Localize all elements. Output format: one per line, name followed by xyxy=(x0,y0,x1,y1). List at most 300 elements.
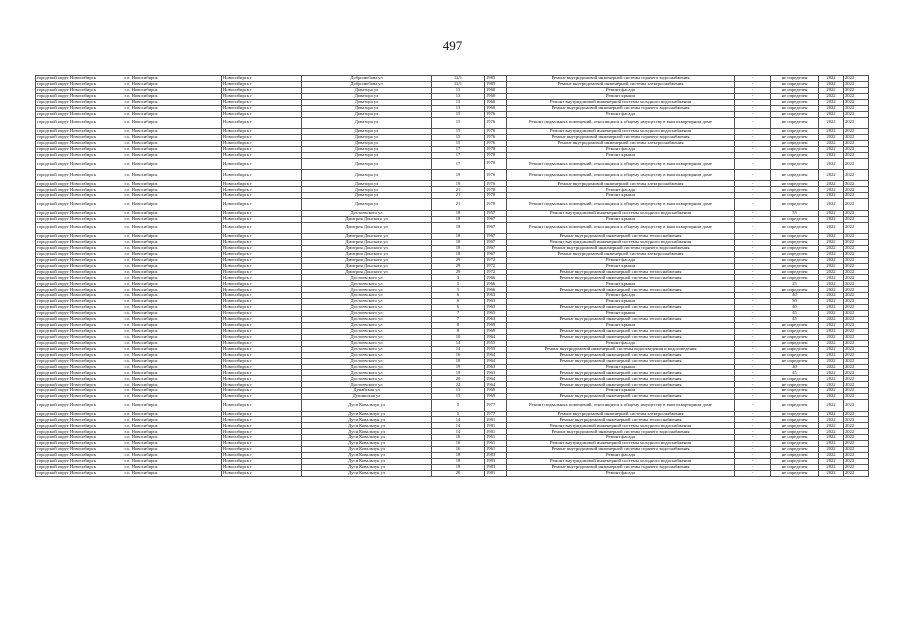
dash-cell: - xyxy=(735,429,771,435)
cost-cell: не определен xyxy=(771,417,819,423)
end-year-cell: 2022 xyxy=(844,459,869,465)
district-cell: г.о. Новосибирск xyxy=(124,216,222,222)
street-cell: Доватора ул xyxy=(302,117,432,128)
district-cell: г.о. Новосибирск xyxy=(124,364,222,370)
start-year-cell: 2022 xyxy=(819,464,844,470)
street-cell: Достоевского ул xyxy=(302,364,432,370)
city-cell: Новосибирск г xyxy=(222,87,302,93)
city-cell: Новосибирск г xyxy=(222,417,302,423)
street-cell: Достоевского ул xyxy=(302,382,432,388)
start-year-cell: 2022 xyxy=(819,370,844,376)
district-cell: г.о. Новосибирск xyxy=(124,334,222,340)
city-cell: Новосибирск г xyxy=(222,423,302,429)
start-year-cell: 2022 xyxy=(819,269,844,275)
district-cell: г.о. Новосибирск xyxy=(124,105,222,111)
municipality-cell: городской округ Новосибирск xyxy=(36,459,124,465)
start-year-cell: 2022 xyxy=(819,305,844,311)
build-year-cell: 1963 xyxy=(485,311,507,317)
end-year-cell: 2022 xyxy=(844,423,869,429)
district-cell: г.о. Новосибирск xyxy=(124,305,222,311)
house-number-cell: 20 xyxy=(432,376,485,382)
end-year-cell: 2022 xyxy=(844,233,869,239)
municipality-cell: городской округ Новосибирск xyxy=(36,340,124,346)
end-year-cell: 2022 xyxy=(844,299,869,305)
build-year-cell: 1976 xyxy=(485,181,507,187)
district-cell: г.о. Новосибирск xyxy=(124,370,222,376)
work-type-cell: Ремонт фасада xyxy=(507,470,735,476)
city-cell: Новосибирск г xyxy=(222,181,302,187)
start-year-cell: 2022 xyxy=(819,435,844,441)
cost-cell: не определен xyxy=(771,87,819,93)
district-cell: г.о. Новосибирск xyxy=(124,93,222,99)
start-year-cell: 2022 xyxy=(819,111,844,117)
street-cell: Доватора ул xyxy=(302,187,432,193)
cost-cell: не определен xyxy=(771,81,819,87)
municipality-cell: городской округ Новосибирск xyxy=(36,187,124,193)
build-year-cell: 1966 xyxy=(485,275,507,281)
cost-cell: не определен xyxy=(771,287,819,293)
street-cell: Дунайская ул xyxy=(302,388,432,394)
start-year-cell: 2022 xyxy=(819,293,844,299)
work-type-cell: Ремонт внутридомовой инженерной системы холодного водоснабжения xyxy=(507,128,735,134)
district-cell: г.о. Новосибирск xyxy=(124,429,222,435)
build-year-cell: 1969 xyxy=(485,394,507,400)
municipality-cell: городской округ Новосибирск xyxy=(36,158,124,169)
house-number-cell: 14 xyxy=(432,429,485,435)
start-year-cell: 2022 xyxy=(819,181,844,187)
city-cell: Новосибирск г xyxy=(222,305,302,311)
district-cell: г.о. Новосибирск xyxy=(124,199,222,210)
end-year-cell: 2022 xyxy=(844,105,869,111)
municipality-cell: городской округ Новосибирск xyxy=(36,328,124,334)
start-year-cell: 2022 xyxy=(819,382,844,388)
house-number-cell: 6 xyxy=(432,305,485,311)
work-type-cell: Ремонт фасада xyxy=(507,453,735,459)
end-year-cell: 2022 xyxy=(844,146,869,152)
house-number-cell: 13 xyxy=(432,105,485,111)
build-year-cell: 1977 xyxy=(485,400,507,411)
end-year-cell: 2022 xyxy=(844,388,869,394)
city-cell: Новосибирск г xyxy=(222,470,302,476)
start-year-cell: 2022 xyxy=(819,299,844,305)
build-year-cell: 1978 xyxy=(485,152,507,158)
municipality-cell: городской округ Новосибирск xyxy=(36,281,124,287)
build-year-cell: 1981 xyxy=(485,429,507,435)
build-year-cell: 1964 xyxy=(485,334,507,340)
work-type-cell: Ремонт внутридомовой инженерной системы горячего водоснабжения xyxy=(507,76,735,82)
cost-cell: не определен xyxy=(771,199,819,210)
work-type-cell: Ремонт крыши xyxy=(507,152,735,158)
cost-cell: не определен xyxy=(771,76,819,82)
street-cell: Достоевского ул xyxy=(302,370,432,376)
dash-cell: - xyxy=(735,245,771,251)
street-cell: Достоевского ул xyxy=(302,210,432,216)
street-cell: Дуси Ковальчук ул xyxy=(302,470,432,476)
build-year-cell: 1960 xyxy=(485,87,507,93)
build-year-cell: 1964 xyxy=(485,358,507,364)
dash-cell: - xyxy=(735,239,771,245)
cost-cell: не определен xyxy=(771,257,819,263)
district-cell: г.о. Новосибирск xyxy=(124,394,222,400)
street-cell: Доватора ул xyxy=(302,134,432,140)
district-cell: г.о. Новосибирск xyxy=(124,76,222,82)
start-year-cell: 2022 xyxy=(819,105,844,111)
cost-cell: не определен xyxy=(771,251,819,257)
house-number-cell: 16 xyxy=(432,352,485,358)
cost-cell: не определен xyxy=(771,99,819,105)
municipality-cell: городской округ Новосибирск xyxy=(36,382,124,388)
end-year-cell: 2022 xyxy=(844,447,869,453)
city-cell: Новосибирск г xyxy=(222,459,302,465)
build-year-cell: 1985 xyxy=(485,81,507,87)
municipality-cell: городской округ Новосибирск xyxy=(36,222,124,233)
cost-cell: не определен xyxy=(771,441,819,447)
house-number-cell: 19 xyxy=(432,370,485,376)
municipality-cell: городской округ Новосибирск xyxy=(36,128,124,134)
house-number-cell: 21 xyxy=(432,199,485,210)
district-cell: г.о. Новосибирск xyxy=(124,453,222,459)
build-year-cell: 1983 xyxy=(485,464,507,470)
municipality-cell: городской округ Новосибирск xyxy=(36,93,124,99)
district-cell: г.о. Новосибирск xyxy=(124,210,222,216)
city-cell: Новосибирск г xyxy=(222,245,302,251)
work-type-cell: Ремонт внутридомовой инженерной системы теплоснабжения xyxy=(507,287,735,293)
city-cell: Новосибирск г xyxy=(222,81,302,87)
house-number-cell: 13 xyxy=(432,93,485,99)
cost-cell: не определен xyxy=(771,382,819,388)
table-row xyxy=(36,199,869,210)
municipality-cell: городской округ Новосибирск xyxy=(36,370,124,376)
cost-cell: не определен xyxy=(771,470,819,476)
house-number-cell: 19 xyxy=(432,181,485,187)
work-type-cell: Ремонт крыши xyxy=(507,281,735,287)
street-cell: Достоевского ул xyxy=(302,311,432,317)
dash-cell: - xyxy=(735,199,771,210)
house-number-cell: 18 xyxy=(432,245,485,251)
district-cell: г.о. Новосибирск xyxy=(124,293,222,299)
build-year-cell: 1963 xyxy=(485,305,507,311)
dash-cell: - xyxy=(735,81,771,87)
city-cell: Новосибирск г xyxy=(222,199,302,210)
district-cell: г.о. Новосибирск xyxy=(124,311,222,317)
house-number-cell: 17 xyxy=(432,158,485,169)
build-year-cell: 1963 xyxy=(485,293,507,299)
work-type-cell: Ремонт крыши xyxy=(507,299,735,305)
cost-cell: не определен xyxy=(771,400,819,411)
district-cell: г.о. Новосибирск xyxy=(124,257,222,263)
start-year-cell: 2022 xyxy=(819,128,844,134)
house-number-cell: 18 xyxy=(432,216,485,222)
municipality-cell: городской округ Новосибирск xyxy=(36,411,124,417)
street-cell: Доватора ул xyxy=(302,111,432,117)
dash-cell: - xyxy=(735,134,771,140)
city-cell: Новосибирск г xyxy=(222,93,302,99)
cost-cell: не определен xyxy=(771,134,819,140)
end-year-cell: 2022 xyxy=(844,216,869,222)
build-year-cell: 1964 xyxy=(485,382,507,388)
house-number-cell: 16 xyxy=(432,435,485,441)
build-year-cell: 1964 xyxy=(485,376,507,382)
district-cell: г.о. Новосибирск xyxy=(124,382,222,388)
house-number-cell: 29 xyxy=(432,269,485,275)
cost-cell: не определен xyxy=(771,233,819,239)
cost-cell: 40 xyxy=(771,305,819,311)
city-cell: Новосибирск г xyxy=(222,441,302,447)
build-year-cell: 1983 xyxy=(485,459,507,465)
work-type-cell: Ремонт внутридомовой инженерной системы горячего водоснабжения xyxy=(507,429,735,435)
house-number-cell: 18 xyxy=(432,464,485,470)
district-cell: г.о. Новосибирск xyxy=(124,447,222,453)
city-cell: Новосибирск г xyxy=(222,464,302,470)
start-year-cell: 2022 xyxy=(819,170,844,181)
city-cell: Новосибирск г xyxy=(222,187,302,193)
work-type-cell: Ремонт внутридомовой инженерной системы горячего водоснабжения xyxy=(507,245,735,251)
house-number-cell: 18 xyxy=(432,222,485,233)
street-cell: Достоевского ул xyxy=(302,322,432,328)
municipality-cell: городской округ Новосибирск xyxy=(36,146,124,152)
house-number-cell: 15 xyxy=(432,140,485,146)
street-cell: Достоевского ул xyxy=(302,275,432,281)
cost-cell: не определен xyxy=(771,394,819,400)
district-cell: г.о. Новосибирск xyxy=(124,441,222,447)
end-year-cell: 2022 xyxy=(844,435,869,441)
district-cell: г.о. Новосибирск xyxy=(124,464,222,470)
build-year-cell: 1985 xyxy=(485,76,507,82)
build-year-cell: 1967 xyxy=(485,239,507,245)
end-year-cell: 2023 xyxy=(844,417,869,423)
municipality-cell: городской округ Новосибирск xyxy=(36,346,124,352)
build-year-cell: 1976 xyxy=(485,134,507,140)
work-type-cell: Ремонт крыши xyxy=(507,311,735,317)
house-number-cell: 14 xyxy=(432,340,485,346)
end-year-cell: 2022 xyxy=(844,287,869,293)
start-year-cell: 2022 xyxy=(819,417,844,423)
work-type-cell: Ремонт подвальных помещений, относящихся к общему имуществу в многоквартирном доме xyxy=(507,170,735,181)
street-cell: Достоевского ул xyxy=(302,328,432,334)
municipality-cell: городской округ Новосибирск xyxy=(36,269,124,275)
build-year-cell: 1976 xyxy=(485,140,507,146)
house-number-cell: 13 xyxy=(432,99,485,105)
house-number-cell: 14 xyxy=(432,417,485,423)
cost-cell: не определен xyxy=(771,352,819,358)
repair-schedule-table xyxy=(35,75,869,477)
municipality-cell: городской округ Новосибирск xyxy=(36,76,124,82)
city-cell: Новосибирск г xyxy=(222,322,302,328)
build-year-cell: 1969 xyxy=(485,322,507,328)
dash-cell: - xyxy=(735,216,771,222)
house-number-cell: 18 xyxy=(432,233,485,239)
street-cell: Достоевского ул xyxy=(302,317,432,323)
house-number-cell: 3 xyxy=(432,275,485,281)
work-type-cell: Ремонт подвальных помещений, относящихся к общему имуществу в многоквартирном доме xyxy=(507,400,735,411)
district-cell: г.о. Новосибирск xyxy=(124,281,222,287)
street-cell: Достоевского ул xyxy=(302,340,432,346)
dash-cell: - xyxy=(735,464,771,470)
end-year-cell: 2022 xyxy=(844,293,869,299)
end-year-cell: 2022 xyxy=(844,152,869,158)
dash-cell: - xyxy=(735,376,771,382)
city-cell: Новосибирск г xyxy=(222,453,302,459)
district-cell: г.о. Новосибирск xyxy=(124,117,222,128)
start-year-cell: 2022 xyxy=(819,429,844,435)
start-year-cell: 2022 xyxy=(819,459,844,465)
end-year-cell: 2022 xyxy=(844,181,869,187)
dash-cell: - xyxy=(735,76,771,82)
street-cell: Дуси Ковальчук ул xyxy=(302,423,432,429)
district-cell: г.о. Новосибирск xyxy=(124,459,222,465)
city-cell: Новосибирск г xyxy=(222,117,302,128)
street-cell: Доватора ул xyxy=(302,152,432,158)
city-cell: Новосибирск г xyxy=(222,134,302,140)
district-cell: г.о. Новосибирск xyxy=(124,417,222,423)
end-year-cell: 2022 xyxy=(844,370,869,376)
work-type-cell: Ремонт внутридомовой инженерной системы холодного водоснабжения xyxy=(507,441,735,447)
municipality-cell: городской округ Новосибирск xyxy=(36,299,124,305)
dash-cell: - xyxy=(735,411,771,417)
start-year-cell: 2022 xyxy=(819,76,844,82)
start-year-cell: 2022 xyxy=(819,411,844,417)
build-year-cell: 1967 xyxy=(485,233,507,239)
house-number-cell: 20 xyxy=(432,470,485,476)
work-type-cell: Ремонт крыши xyxy=(507,216,735,222)
end-year-cell: 2022 xyxy=(844,263,869,269)
end-year-cell: 2022 xyxy=(844,441,869,447)
district-cell: г.о. Новосибирск xyxy=(124,152,222,158)
district-cell: г.о. Новосибирск xyxy=(124,400,222,411)
work-type-cell: Ремонт внутридомовой инженерной системы теплоснабжения xyxy=(507,358,735,364)
end-year-cell: 2022 xyxy=(844,352,869,358)
work-type-cell: Ремонт фасада xyxy=(507,187,735,193)
city-cell: Новосибирск г xyxy=(222,128,302,134)
house-number-cell: 16 xyxy=(432,447,485,453)
work-type-cell: Ремонт внутридомовой инженерной системы горячего водоснабжения xyxy=(507,447,735,453)
start-year-cell: 2022 xyxy=(819,364,844,370)
district-cell: г.о. Новосибирск xyxy=(124,158,222,169)
street-cell: Доватора ул xyxy=(302,128,432,134)
district-cell: г.о. Новосибирск xyxy=(124,245,222,251)
table-row xyxy=(36,400,869,411)
start-year-cell: 2022 xyxy=(819,210,844,216)
build-year-cell: 1963 xyxy=(485,364,507,370)
end-year-cell: 2022 xyxy=(844,170,869,181)
end-year-cell: 2022 xyxy=(844,382,869,388)
dash-cell: - xyxy=(735,187,771,193)
start-year-cell: 2022 xyxy=(819,263,844,269)
cost-cell: не определен xyxy=(771,187,819,193)
build-year-cell: 1976 xyxy=(485,117,507,128)
dash-cell: - xyxy=(735,140,771,146)
work-type-cell: Ремонт крыши xyxy=(507,364,735,370)
municipality-cell: городской округ Новосибирск xyxy=(36,394,124,400)
build-year-cell: 1964 xyxy=(485,352,507,358)
city-cell: Новосибирск г xyxy=(222,257,302,263)
district-cell: г.о. Новосибирск xyxy=(124,340,222,346)
start-year-cell: 2022 xyxy=(819,346,844,352)
city-cell: Новосибирск г xyxy=(222,281,302,287)
work-type-cell: Ремонт внутридомовой инженерной системы холодного водоснабжения xyxy=(507,210,735,216)
build-year-cell: 1961 xyxy=(485,435,507,441)
house-number-cell: 15 xyxy=(432,394,485,400)
cost-cell: не определен xyxy=(771,275,819,281)
street-cell: Достоевского ул xyxy=(302,281,432,287)
municipality-cell: городской округ Новосибирск xyxy=(36,239,124,245)
build-year-cell: 1972 xyxy=(485,257,507,263)
end-year-cell: 2022 xyxy=(844,111,869,117)
district-cell: г.о. Новосибирск xyxy=(124,317,222,323)
cost-cell: не определен xyxy=(771,105,819,111)
work-type-cell: Ремонт внутридомовой инженерной системы теплоснабжения xyxy=(507,305,735,311)
work-type-cell: Ремонт внутридомовой инженерной системы теплоснабжения xyxy=(507,376,735,382)
build-year-cell: 1960 xyxy=(485,93,507,99)
street-cell: Дмитрия Донского ул xyxy=(302,216,432,222)
dash-cell: - xyxy=(735,181,771,187)
municipality-cell: городской округ Новосибирск xyxy=(36,263,124,269)
start-year-cell: 2022 xyxy=(819,453,844,459)
cost-cell: 45 xyxy=(771,311,819,317)
cost-cell: не определен xyxy=(771,222,819,233)
build-year-cell: 1966 xyxy=(485,287,507,293)
city-cell: Новосибирск г xyxy=(222,435,302,441)
city-cell: Новосибирск г xyxy=(222,263,302,269)
build-year-cell: 1961 xyxy=(485,447,507,453)
end-year-cell: 2022 xyxy=(844,311,869,317)
dash-cell: - xyxy=(735,93,771,99)
house-number-cell: 13 xyxy=(432,388,485,394)
house-number-cell: 5 xyxy=(432,400,485,411)
municipality-cell: городской округ Новосибирск xyxy=(36,293,124,299)
end-year-cell: 2022 xyxy=(844,81,869,87)
house-number-cell: 15 xyxy=(432,134,485,140)
table-row xyxy=(36,170,869,181)
end-year-cell: 2022 xyxy=(844,358,869,364)
work-type-cell: Ремонт подвальных помещений, относящихся к общему имуществу в многоквартирном доме xyxy=(507,222,735,233)
build-year-cell: 1961 xyxy=(485,441,507,447)
cost-cell: не определен xyxy=(771,447,819,453)
work-type-cell: Ремонт фасада xyxy=(507,293,735,299)
district-cell: г.о. Новосибирск xyxy=(124,222,222,233)
work-type-cell: Ремонт внутридомовой инженерной системы электроснабжения xyxy=(507,411,735,417)
table-body xyxy=(36,76,869,477)
dash-cell: - xyxy=(735,447,771,453)
district-cell: г.о. Новосибирск xyxy=(124,287,222,293)
house-number-cell: 6 xyxy=(432,299,485,305)
cost-cell: не определен xyxy=(771,334,819,340)
street-cell: Душинская ул xyxy=(302,394,432,400)
municipality-cell: городской округ Новосибирск xyxy=(36,140,124,146)
street-cell: Доватора ул xyxy=(302,87,432,93)
district-cell: г.о. Новосибирск xyxy=(124,181,222,187)
street-cell: Доватора ул xyxy=(302,181,432,187)
district-cell: г.о. Новосибирск xyxy=(124,251,222,257)
district-cell: г.о. Новосибирск xyxy=(124,352,222,358)
cost-cell: 25 xyxy=(771,281,819,287)
cost-cell: не определен xyxy=(771,388,819,394)
house-number-cell: 12/1 xyxy=(432,76,485,82)
start-year-cell: 2022 xyxy=(819,233,844,239)
cost-cell: не определен xyxy=(771,170,819,181)
work-type-cell: Ремонт внутридомовой инженерной системы холодного водоснабжения xyxy=(507,99,735,105)
end-year-cell: 2022 xyxy=(844,411,869,417)
house-number-cell: 15 xyxy=(432,111,485,117)
end-year-cell: 2022 xyxy=(844,317,869,323)
municipality-cell: городской округ Новосибирск xyxy=(36,275,124,281)
start-year-cell: 2022 xyxy=(819,275,844,281)
work-type-cell: Ремонт подвальных помещений, относящихся к общему имуществу в многоквартирном доме xyxy=(507,158,735,169)
build-year-cell: 1966 xyxy=(485,281,507,287)
dash-cell: - xyxy=(735,251,771,257)
start-year-cell: 2022 xyxy=(819,152,844,158)
dash-cell: - xyxy=(735,299,771,305)
